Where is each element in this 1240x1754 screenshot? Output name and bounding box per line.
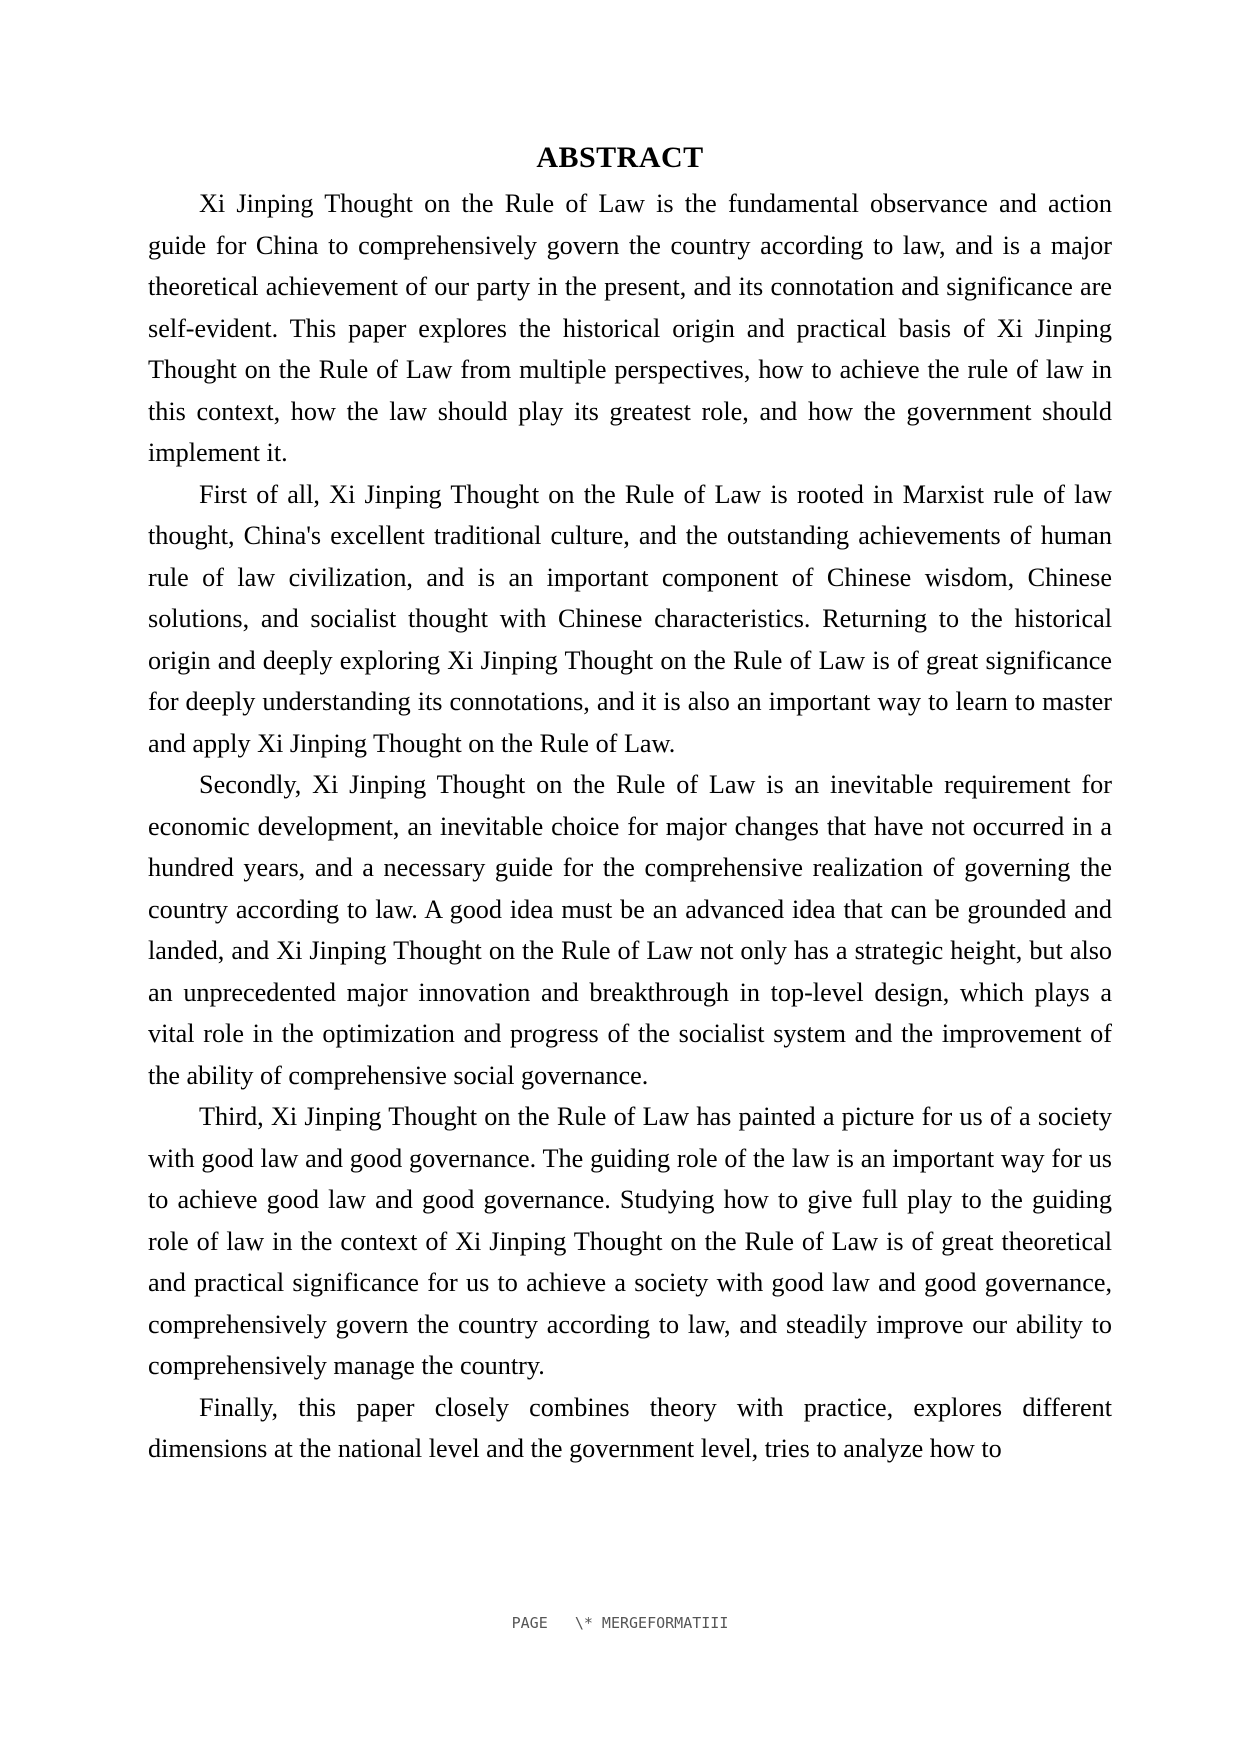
abstract-title: ABSTRACT xyxy=(536,141,704,174)
paragraph-second: Secondly, Xi Jinping Thought on the Rule of Law is an inevitable requirement for economic development, an inevitable choice for major changes that have not occurred in a hundred years, and a necessary guide for the comprehensive realization of governing the country according to law. A good idea must be an advanced idea that can be grounded and landed, and Xi Jinping Thought on the Rule of Law not only has a strategic height, but also an unprecedented major innovation and breakthrough in top-level design, which plays a vital role in the optimization and progress of the socialist system and the improvement of the ability of comprehensive social governance. xyxy=(148,770,1112,1090)
paragraph-intro: Xi Jinping Thought on the Rule of Law is the fundamental observance and action guide for China to comprehensively govern the country according to law, and is a major theoretical achievement of our party in the present, and its connotation and significance are self-evident. This paper explores the historical origin and practical basis of Xi Jinping Thought on the Rule of Law from multiple perspectives, how to achieve the rule of law in this context, how the law should play its greatest role, and how the government should implement it. xyxy=(148,189,1112,467)
paragraph-finally: Finally, this paper closely combines theory with practice, explores different dimensions at the national level and the government level, tries to analyze how to xyxy=(148,1392,1112,1463)
abstract-body xyxy=(148,183,1112,1470)
paragraph-third: Third, Xi Jinping Thought on the Rule of Law has painted a picture for us of a society with good law and good governance. The guiding role of the law is an important way for us to achieve good law and good governance. Studying how to give full play to the guiding role of law in the context of Xi Jinping Thought on the Rule of Law is of great theoretical and practical significance for us to achieve a society with good law and good governance, comprehensively govern the country according to law, and steadily improve our ability to comprehensively manage the country. xyxy=(148,1102,1112,1380)
paragraph-first: First of all, Xi Jinping Thought on the Rule of Law is rooted in Marxist rule of law thought, China's excellent traditional culture, and the outstanding achievements of human rule of law civilization, and is an important component of Chinese wisdom, Chinese solutions, and socialist thought with Chinese characteristics. Returning to the historical origin and deeply exploring Xi Jinping Thought on the Rule of Law is of great significance for deeply understanding its connotations, and it is also an important way to learn to master and apply Xi Jinping Thought on the Rule of Law. xyxy=(148,479,1112,758)
page-footer: PAGE \* MERGEFORMATIII xyxy=(511,1614,729,1632)
